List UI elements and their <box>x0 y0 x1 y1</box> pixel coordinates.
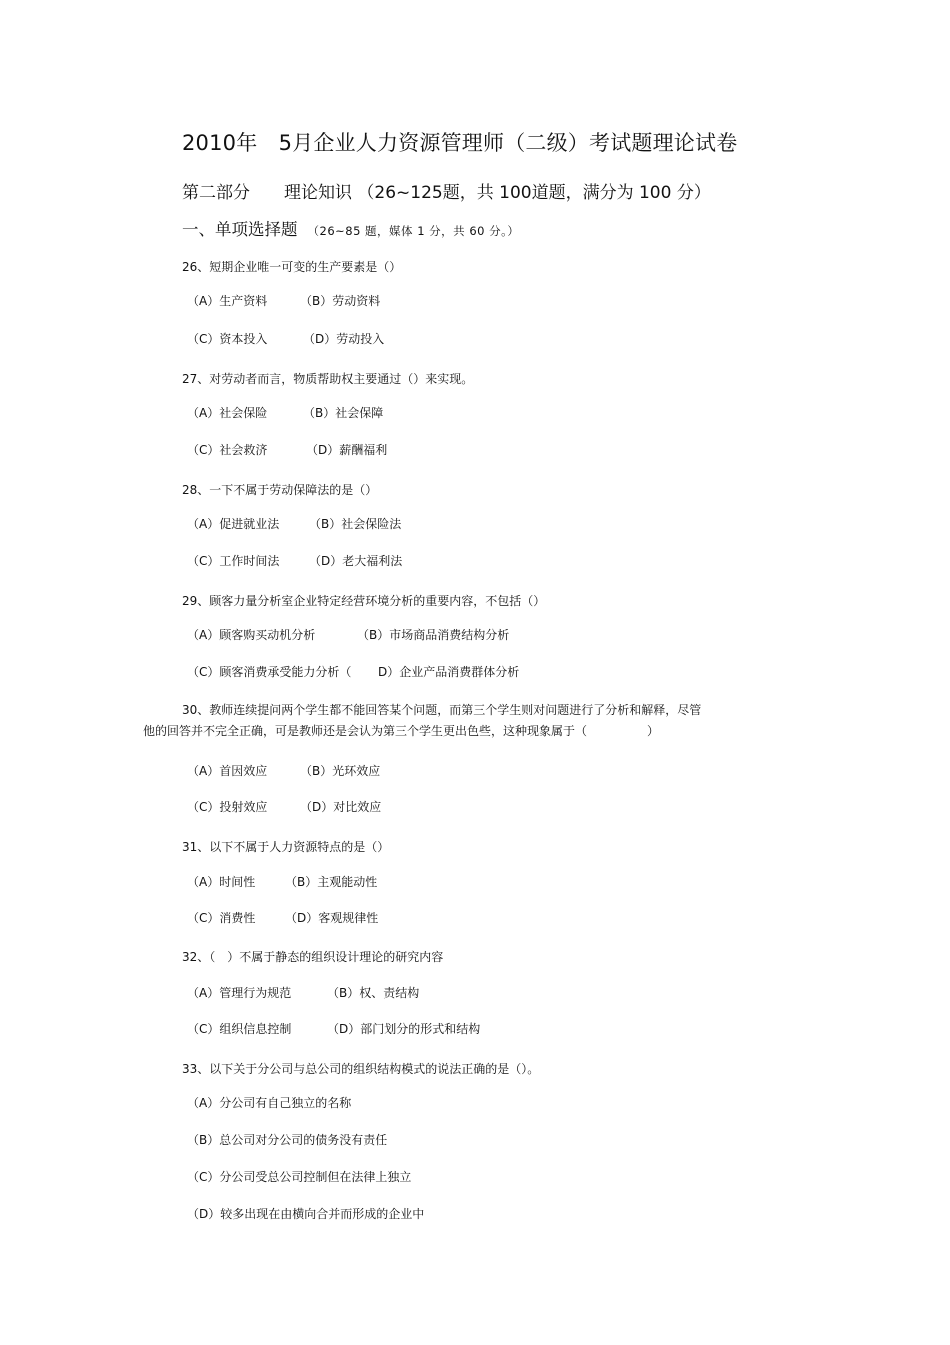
option-27-d: （D）薪酬福利 <box>306 443 388 457</box>
option-30-a: （A）首因效应 <box>187 764 268 778</box>
section-note: （26~85 题，媒体 1 分，共 60 分。） <box>307 224 520 238</box>
section-heading <box>182 216 519 240</box>
option-28-c: （C）工作时间法 <box>187 554 280 568</box>
question-31: 31、以下不属于人力资源特点的是（） <box>182 840 390 854</box>
option-26-d: （D）劳动投入 <box>303 332 385 346</box>
option-26-c: （C）资本投入 <box>187 332 268 346</box>
option-27-c: （C）社会救济 <box>187 443 268 457</box>
option-29-d: D）企业产品消费群体分析 <box>378 665 520 679</box>
option-27-a: （A）社会保险 <box>187 406 268 420</box>
option-28-d: （D）老大福利法 <box>309 554 403 568</box>
option-32-d: （D）部门划分的形式和结构 <box>327 1022 481 1036</box>
option-26-b: （B）劳动资料 <box>300 294 381 308</box>
option-31-b: （B）主观能动性 <box>285 875 378 889</box>
question-30: 30、教师连续提问两个学生都不能回答某个问题，而第三个学生则对问题进行了分析和解释，尽管 <box>182 703 702 717</box>
option-28-b: （B）社会保险法 <box>309 517 402 531</box>
option-29-a: （A）顾客购买动机分析 <box>187 628 316 642</box>
option-33-b: （B）总公司对分公司的债务没有责任 <box>187 1133 388 1147</box>
question-30-continued: 他的回答并不完全正确，可是教师还是会认为第三个学生更出色些，这种现象属于（ ） <box>143 724 660 738</box>
option-33-d: （D）较多出现在由横向合并而形成的企业中 <box>187 1207 425 1221</box>
section-title: 一、单项选择题 <box>182 220 298 239</box>
option-32-b: （B）权、责结构 <box>327 986 420 1000</box>
option-30-c: （C）投射效应 <box>187 800 268 814</box>
question-33: 33、以下关于分公司与总公司的组织结构模式的说法正确的是（）。 <box>182 1062 540 1076</box>
option-31-a: （A）时间性 <box>187 875 256 889</box>
question-32: 32、（ ）不属于静态的组织设计理论的研究内容 <box>182 950 444 964</box>
option-29-c: （C）顾客消费承受能力分析（ <box>187 665 352 679</box>
option-31-c: （C）消费性 <box>187 911 256 925</box>
exam-title: 2010年 5月企业人力资源管理师（二级）考试题理论试卷 <box>182 131 738 155</box>
option-33-a: （A）分公司有自己独立的名称 <box>187 1096 352 1110</box>
option-32-c: （C）组织信息控制 <box>187 1022 292 1036</box>
option-33-c: （C）分公司受总公司控制但在法律上独立 <box>187 1170 412 1184</box>
option-31-d: （D）客观规律性 <box>285 911 379 925</box>
question-28: 28、一下不属于劳动保障法的是（） <box>182 483 378 497</box>
option-30-b: （B）光环效应 <box>300 764 381 778</box>
option-26-a: （A）生产资料 <box>187 294 268 308</box>
option-29-b: （B）市场商品消费结构分析 <box>357 628 510 642</box>
option-27-b: （B）社会保障 <box>303 406 384 420</box>
part-heading: 第二部分 理论知识 （26~125题，共 100道题，满分为 100 分） <box>182 183 711 203</box>
option-32-a: （A）管理行为规范 <box>187 986 292 1000</box>
question-29: 29、顾客力量分析室企业特定经营环境分析的重要内容，不包括（） <box>182 594 546 608</box>
question-26: 26、短期企业唯一可变的生产要素是（） <box>182 260 402 274</box>
option-28-a: （A）促进就业法 <box>187 517 280 531</box>
question-27: 27、对劳动者而言，物质帮助权主要通过（）来实现。 <box>182 372 474 386</box>
option-30-d: （D）对比效应 <box>300 800 382 814</box>
